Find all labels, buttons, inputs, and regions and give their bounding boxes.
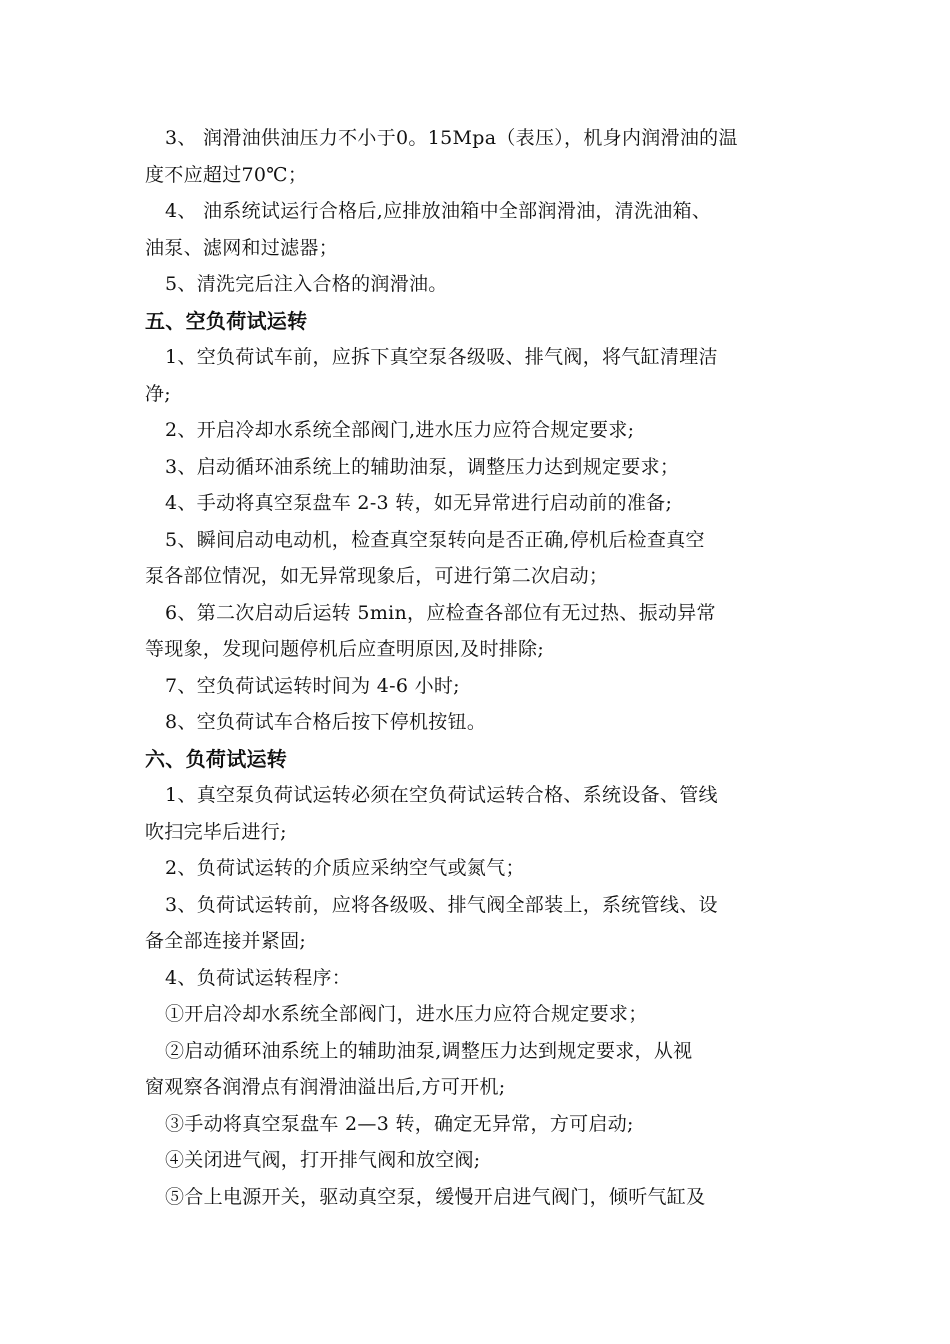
text-line: 4、手动将真空泵盘车 2-3 转，如无异常进行启动前的准备; [165,492,673,514]
text-line: 3、负荷试运转前，应将各级吸、排气阀全部装上，系统管线、设 [165,893,718,916]
section-heading: 五、空负荷试运转 [145,308,308,333]
text-line: ①开启冷却水系统全部阀门，进水压力应符合规定要求； [165,1003,648,1025]
text-line: 净; [145,382,172,405]
document-body [145,120,815,1215]
text-line: 窗观察各润滑点有润滑油溢出后,方可开机; [145,1076,506,1098]
text-line: 7、空负荷试运转时间为 4-6 小时; [165,674,460,697]
text-line: 泵各部位情况，如无异常现象后，可进行第二次启动； [145,565,609,587]
text-line: 6、第二次启动后运转 5min，应检查各部位有无过热、振动异常 [165,601,716,624]
text-line: 4、负荷试运转程序： [165,966,352,989]
text-line: 1、空负荷试车前，应拆下真空泵各级吸、排气阀，将气缸清理洁 [165,346,718,368]
text-line: 油泵、滤网和过滤器； [145,236,339,259]
text-line: ②启动循环油系统上的辅助油泵,调整压力达到规定要求，从视 [165,1039,693,1062]
text-line: 1、真空泵负荷试运转必须在空负荷试运转合格、系统设备、管线 [165,784,718,806]
text-line: 3、 润滑油供油压力不小于0。15Mpa（表压），机身内润滑油的温 [165,127,738,149]
text-line: 等现象，发现问题停机后应查明原因,及时排除; [145,638,545,660]
text-line: 3、启动循环油系统上的辅助油泵，调整压力达到规定要求； [165,455,680,478]
section-heading: 六、负荷试运转 [145,746,288,771]
text-line: ④关闭进气阀，打开排气阀和放空阀; [165,1149,481,1171]
text-line: 5、瞬间启动电动机，检查真空泵转向是否正确,停机后检查真空 [165,528,705,551]
text-line: 2、负荷试运转的介质应采纳空气或氮气； [165,857,525,879]
text-line: 吹扫完毕后进行; [145,820,287,843]
text-line: ③手动将真空泵盘车 2—3 转，确定无异常，方可启动; [165,1112,634,1135]
text-line: 备全部连接并紧固; [145,930,307,952]
text-line: 4、 油系统试运行合格后,应排放油箱中全部润滑油，清洗油箱、 [165,200,712,222]
text-line: 2、开启冷却水系统全部阀门,进水压力应符合规定要求; [165,419,635,441]
text-line: 度不应超过70℃； [145,163,308,186]
text-line: ⑤合上电源开关，驱动真空泵，缓慢开启进气阀门，倾听气缸及 [165,1185,706,1208]
text-line: 5、清洗完后注入合格的润滑油。 [165,273,448,295]
text-line: 8、空负荷试车合格后按下停机按钮。 [165,711,487,733]
